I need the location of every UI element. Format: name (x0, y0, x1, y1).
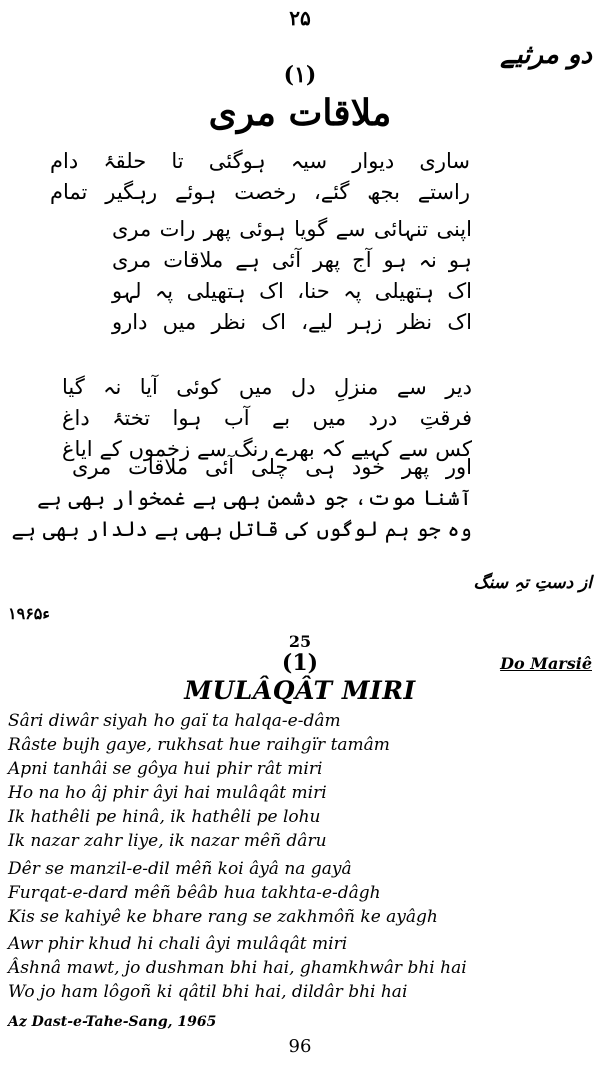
urdu-stanza (112, 214, 472, 338)
latin-verse-line: Kis se kahiyê ke bhare rang se zakhmôñ ke ayâgh (8, 907, 438, 927)
latin-poem-title: MULÂQÂT MIRI (184, 676, 416, 705)
page-number-bottom: 96 (288, 1036, 312, 1057)
latin-source: Az Dast-e-Tahe-Sang, 1965 (8, 1014, 217, 1030)
urdu-verse-line: ہو نہ ہو آج پھر آئی ہے ملاقات مری (112, 248, 472, 272)
latin-verse-line: Awr phir khud hi chali âyi mulâqât miri (8, 934, 348, 954)
urdu-stanza (11, 452, 472, 545)
urdu-verse-line: کس سے کہیے کہ بھرے رنگ سے زخموں کے ایاغ (62, 437, 472, 461)
latin-verse-line: Âshnâ mawt, jo dushman bhi hai, ghamkhwâr bhi hai (8, 958, 467, 978)
latin-book-title: Do Marsiê (500, 654, 592, 673)
latin-stanza (8, 709, 593, 853)
urdu-verse-line: دیر سے منزلِ دل میں کوئی آیا نہ گیا (62, 375, 472, 399)
urdu-verse-line: اک ہتھیلی پہ حنا، اک ہتھیلی پہ لہو (112, 279, 472, 303)
latin-verse-line: Sâri diwâr siyah ho gaï ta halqa-e-dâm (8, 711, 341, 731)
latin-verse-line: Ik nazar zahr liye, ik nazar mêñ dâru (8, 831, 327, 851)
latin-poem-number: (1) (281, 650, 319, 676)
urdu-source: از دستِ تہِ سنگ (473, 573, 592, 593)
urdu-verse-line: وہ جو ہم لوگوں کی قاتل بھی ہے دلدار بھی ہے (11, 517, 472, 541)
latin-stanza (8, 932, 593, 1004)
latin-verse-line: Ho na ho âj phir âyi hai mulâqât miri (8, 783, 327, 803)
urdu-book-title: دو مرثیے (500, 40, 592, 70)
urdu-page-number: ۲۵ (289, 6, 311, 30)
urdu-poem-number: (۱) (283, 62, 317, 88)
latin-verse-line: Apni tanhâi se gôya hui phir rât miri (8, 759, 323, 779)
urdu-verse-line: آشنا موت، جو دشمن بھی ہے غمخوار بھی ہے (37, 486, 472, 510)
urdu-year: ۱۹۶۵ء (8, 604, 50, 623)
latin-verse-line: Ik hathêli pe hinâ, ik hathêli pe lohu (8, 807, 321, 827)
urdu-verse-line: ساری دیوار سیہ ہوگئی تا حلقۂ دام (50, 149, 470, 173)
latin-verse-line: Dêr se manzil-e-dil mêñ koi âyâ na gayâ (8, 859, 352, 879)
latin-stanza (8, 857, 593, 929)
urdu-verse-line: اپنی تنہائی سے گویا ہوئی پھر رات مری (112, 217, 472, 241)
urdu-verse-line: اک نظر زہر لیے، اک نظر میں دارو (112, 310, 472, 334)
urdu-verse-line: فرقتِ درد میں بے آب ہوا تختۂ داغ (62, 406, 472, 430)
latin-verse-line: Wo jo ham lôgoñ ki qâtil bhi hai, dildâr bhi hai (8, 982, 408, 1002)
latin-verse-line: Furqat-e-dard mêñ bêâb hua takhta-e-dâgh (8, 883, 381, 903)
urdu-stanza (50, 146, 470, 208)
urdu-poem-title: ملاقات مری (208, 92, 392, 134)
latin-page-number: 25 (288, 632, 312, 651)
urdu-verse-line: اور پھر خود ہی چلی آئی ملاقات مری (72, 455, 472, 479)
latin-verse-line: Râste bujh gaye, rukhsat hue raihgïr tamâm (8, 735, 390, 755)
urdu-verse-line: راستے بجھ گئے، رخصت ہوئے رہگیر تمام (50, 180, 470, 204)
